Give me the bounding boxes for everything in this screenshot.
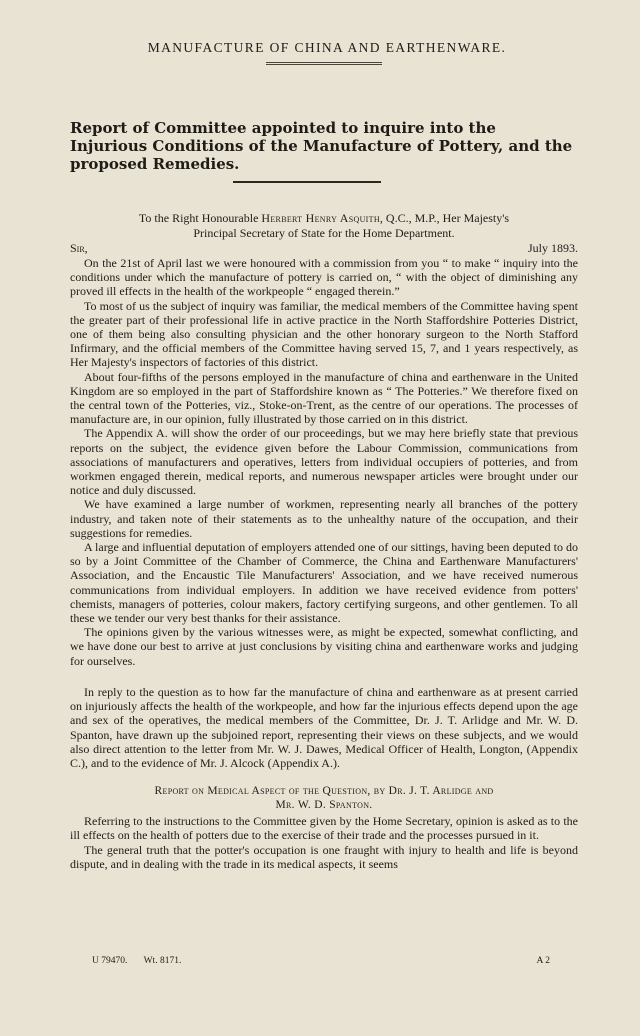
letter-date: July 1893. (527, 241, 578, 255)
paragraph-7: The opinions given by the various witnesses were, as might be expected, somewhat conflicting, and we have done our best to arrive at just conclusions by visiting china and earthenware works and judging for ourselves. (70, 625, 578, 668)
footer-print-ref: Wt. 8171. (143, 956, 182, 966)
paragraph-8: In reply to the question as to how far the manufacture of china and earthenware as at present carried on injuriously affects the health of the workpeople, and how far the injurious effects depend upon the age and sex of the operatives, the medical members of the Committee, Dr. J. T. Arlidge and Mr. W. D. Spanton, have drawn up the subjoined report, representing their views on these subjects, and we would also direct attention to the letter from Mr. W. J. Dawes, Medical Officer of Health, Longton, (Appendix C.), and to the evidence of Mr. J. Alcock (Appendix A.). (70, 684, 578, 770)
address-block (70, 211, 578, 241)
paragraph-10: The general truth that the potter's occupation is one fraught with injury to health and life is beyond dispute, and in dealing with the trade in its medical aspects, it seems (70, 842, 578, 871)
paragraph-9: Referring to the instructions to the Committee given by the Home Secretary, opinion is asked as to the ill effects on the health of potters due to the exercise of their trade and the processes pursued in it. (70, 814, 578, 843)
page-footer (92, 956, 550, 966)
running-head: MANUFACTURE OF CHINA AND EARTHENWARE. (147, 40, 507, 55)
spacer (70, 668, 578, 685)
head-rule (266, 62, 382, 65)
address-line-2: Principal Secretary of State for the Home Department. (193, 226, 455, 240)
address-line-1 (70, 211, 578, 226)
paragraph-2: To most of us the subject of inquiry was familiar, the medical members of the Committee having spent the greater part of their professional life in active practice in the North Staffordshire Potteries District, one of them being also consulting physician and the other honorary surgeon to the North Stafford Infirmary, and the official members of the Committee having served 15, 7, and 1 years respectively, as Her Majesty's inspectors of factories of this district. (70, 298, 578, 370)
paragraph-5: We have examined a large number of workmen, representing nearly all branches of the pottery industry, and taken note of their statements as to the unhealthy nature of the occupation, and their suggestions for remedies. (70, 497, 578, 540)
report-title: Report of Committee appointed to inquire into the Injurious Conditions of the Manufacture of Pottery, and the proposed Remedies. (70, 119, 573, 173)
section-heading (70, 784, 578, 812)
spacer (70, 770, 578, 780)
address-prefix: To the Right Honourable (138, 211, 262, 225)
address-suffix: , Q.C., M.P., Her Majesty's (379, 211, 510, 225)
salutation: Sir, (70, 241, 88, 255)
paragraph-1: On the 21st of April last we were honoured with a commission from you “ to make “ inquiry into the conditions under which the manufacture of pottery is carried on, “ with the object of diminishing any proved ill effects in the health of the workpeople “ engaged therein.” (70, 256, 578, 299)
salutation-line (70, 241, 578, 256)
paragraph-6: A large and influential deputation of employers attended one of our sittings, having been deputed to do so by a Joint Committee of the Chamber of Commerce, the China and Earthenware Manufacturers' Association, and the Encaustic Tile Manufacturers' Association, and we have received numerous communications from individual employers. In addition we have received evidence from potters' chemists, managers of potteries, colour makers, factory certifying surgeons, and other gentlemen. To all these we tender our very best thanks for their assistance. (70, 540, 578, 626)
paragraph-4: The Appendix A. will show the order of our proceedings, but we may here briefly state that previous reports on the subject, the evidence given before the Labour Commission, communications from associations of manufacturers and operatives, letters from individual occupiers of potteries, and from workmen engaged therein, medical reports, and numerous newspaper articles were brought under our notice and duly discussed. (70, 426, 578, 498)
section-heading-line-1: Report on Medical Aspect of the Question, by Dr. J. T. Arlidge and (154, 785, 494, 798)
paragraph-3: About four-fifths of the persons employed in the manufacture of china and earthenware in the United Kingdom are so employed in the part of Staffordshire known as “ The Potteries.” We therefore fixed on the central town of the Potteries, viz., Stoke-on-Trent, as the centre of our operations. The processes of manufacture are, in our opinion, fully illustrated by those carried on in this district. (70, 369, 578, 427)
title-rule (233, 181, 381, 183)
section-heading-line-2: Mr. W. D. Spanton. (275, 799, 373, 812)
footer-code: U 79470. (92, 956, 128, 966)
footer-signature: A 2 (536, 956, 550, 966)
footer-left (92, 956, 195, 966)
addressee-name: Herbert Henry Asquith (261, 211, 380, 225)
